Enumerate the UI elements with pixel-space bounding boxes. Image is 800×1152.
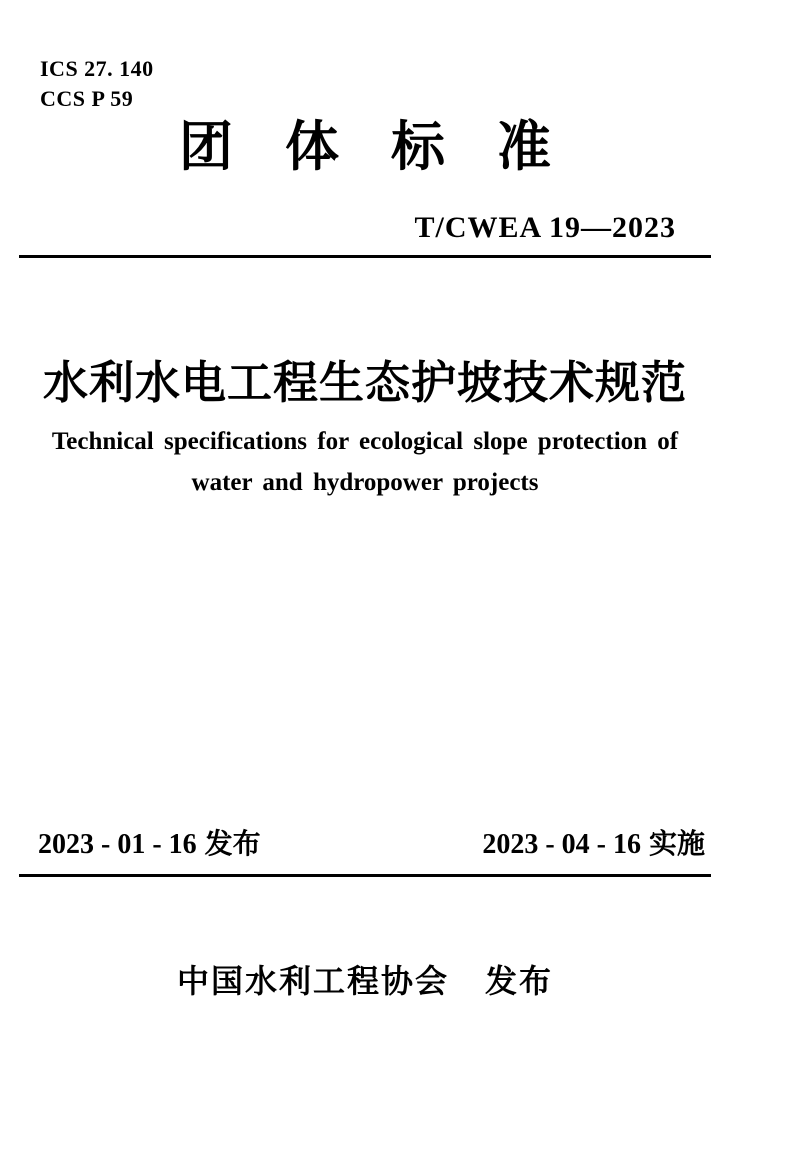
classification-codes	[40, 54, 154, 114]
document-type-heading	[19, 118, 711, 176]
dates-row	[19, 828, 711, 861]
document-type-text: 团体标准	[179, 117, 603, 177]
title-english-line1: Technical specifications for ecological slope protection of	[51, 428, 679, 455]
title-chinese: 水利水电工程生态护坡技术规范	[42, 357, 687, 408]
issue-date-label: 发布	[204, 828, 261, 859]
title-english	[19, 421, 711, 503]
issue-date-group	[38, 828, 261, 861]
implementation-date-label: 实施	[648, 828, 705, 859]
ics-code: ICS 27. 140	[40, 56, 154, 81]
implementation-date-group	[482, 828, 705, 861]
publish-label: 发布	[485, 963, 554, 999]
title-english-line2: water and hydropower projects	[191, 469, 539, 496]
publisher-name: 中国水利工程协会	[176, 963, 449, 999]
footer-rule	[19, 874, 711, 877]
standard-code: T/CWEA 19—2023	[414, 211, 676, 244]
ccs-code: CCS P 59	[40, 86, 134, 111]
issue-date: 2023 - 01 - 16	[38, 829, 197, 860]
header-rule	[19, 255, 711, 258]
implementation-date: 2023 - 04 - 16	[482, 829, 641, 860]
publisher-line	[19, 961, 711, 1001]
